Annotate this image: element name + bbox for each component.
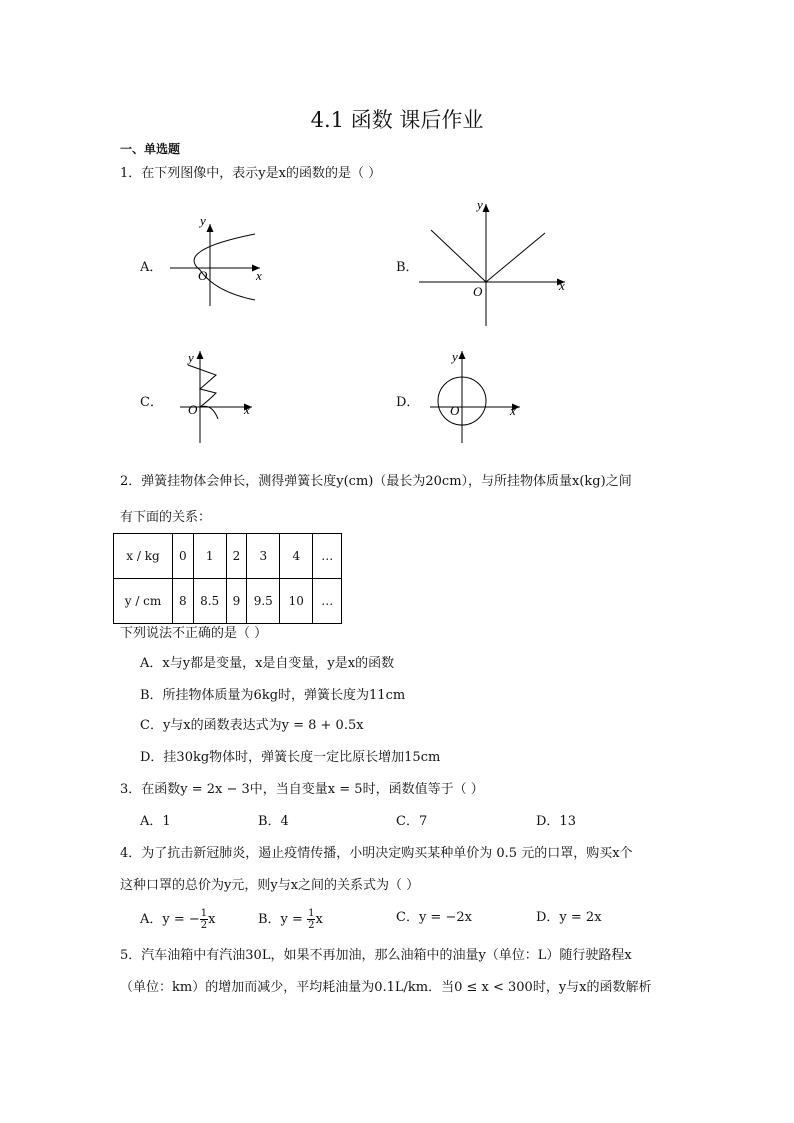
table-cell: 8 [173, 579, 194, 624]
page-title: 4.1 函数 课后作业 [310, 108, 484, 132]
q2-stem-line2: 有下面的关系： [120, 510, 212, 525]
table-cell: 8.5 [193, 579, 226, 624]
q4-option-a-var: x [208, 912, 216, 927]
table-cell: 9.5 [247, 579, 280, 624]
q1-option-b-label: B． [396, 260, 419, 275]
q1-graph-a-x-label: x [256, 268, 262, 283]
q5-stem-line2: （单位：km）的增加而减少，平均耗油量为0.1L/km．当0 ≤ x < 300时，y与x的函数解析 [120, 980, 652, 995]
q2-option-d: D．挂30kg物体时，弹簧长度一定比原长增加15cm [140, 750, 441, 765]
table-cell: 3 [247, 534, 280, 579]
table-cell: 10 [280, 579, 313, 624]
fraction-denominator: 2 [308, 920, 315, 931]
table-cell: 2 [226, 534, 247, 579]
table-cell: 0 [173, 534, 194, 579]
q1-option-a-label: A． [140, 260, 163, 275]
q3-option-d: D．13 [536, 814, 576, 829]
q1-graph-c-x-label: x [244, 402, 250, 417]
q1-graph-c-origin-label: O [188, 402, 198, 417]
q4-option-c: C．y = −2x [396, 910, 472, 925]
q1-graph-a-y-label: y [200, 213, 206, 228]
q3-option-a: A．1 [140, 814, 171, 829]
table-row [114, 579, 342, 624]
q2-option-b: B．所挂物体质量为6kg时，弹簧长度为11cm [140, 688, 406, 703]
q5-stem-line1: 5．汽车油箱中有汽油30L，如果不再加油，那么油箱中的油量y（单位：L）随行驶路程x [120, 948, 632, 963]
q1-graph-b-y-label: y [477, 198, 483, 212]
q1-graph-b-x-label: x [559, 278, 565, 293]
table-row [114, 534, 342, 579]
q2-stem-line1: 2．弹簧挂物体会伸长，测得弹簧长度y(cm)（最长为20cm），与所挂物体质量x(kg)之间 [120, 474, 632, 489]
q4-option-b-var: x [315, 912, 323, 927]
q2-question: 下列说法不正确的是（ ） [120, 626, 268, 641]
q3-stem: 3．在函数y = 2x − 3中，当自变量x = 5时，函数值等于（ ） [120, 782, 484, 797]
table-cell: … [313, 579, 342, 624]
q1-option-c-label: C． [140, 395, 163, 410]
fraction-numerator: 1 [200, 908, 208, 919]
q1-graph-b-origin-label: O [473, 284, 483, 299]
q1-option-d-label: D． [396, 395, 420, 410]
q4-option-d: D．y = 2x [536, 910, 602, 925]
q4-option-b [258, 908, 323, 931]
table-cell: … [313, 534, 342, 579]
q4-option-a-prefix: A．y = − [140, 912, 200, 927]
q1-graph-a [160, 210, 280, 310]
q1-graph-d [420, 345, 530, 445]
q2-option-c: C．y与x的函数表达式为y = 8 + 0.5x [140, 718, 364, 733]
q4-option-b-prefix: B．y = [258, 912, 308, 927]
q1-graph-c-y-label: y [188, 350, 194, 365]
q1-graph-b [415, 198, 580, 328]
table-cell: 4 [280, 534, 313, 579]
q1-graph-a-origin-label: O [198, 268, 208, 283]
fraction-denominator: 2 [200, 920, 208, 931]
q2-option-a: A．x与y都是变量，x是自变量，y是x的函数 [140, 656, 395, 671]
table-cell: x / kg [114, 534, 173, 579]
table-cell: 1 [193, 534, 226, 579]
data-table [113, 533, 342, 624]
fraction-numerator: 1 [308, 908, 315, 919]
q1-graph-d-x-label: x [510, 403, 516, 418]
table-cell: y / cm [114, 579, 173, 624]
section-heading: 一、单选题 [120, 142, 181, 156]
q3-option-b: B．4 [258, 814, 289, 829]
q1-stem: 1．在下列图像中，表示y是x的函数的是（ ） [120, 166, 382, 181]
q4-option-a [140, 908, 216, 931]
q1-graph-d-y-label: y [452, 349, 458, 364]
table-cell: 9 [226, 579, 247, 624]
q4-stem-line2: 这种口罩的总价为y元，则y与x之间的关系式为（ ） [120, 878, 420, 893]
q4-stem-line1: 4．为了抗击新冠肺炎，遏止疫情传播，小明决定购买某种单价为 0.5 元的口罩，购买x个 [120, 846, 633, 861]
q1-graph-c [160, 345, 270, 445]
q3-option-c: C．7 [396, 814, 428, 829]
q1-graph-d-origin-label: O [450, 403, 460, 418]
fraction [200, 908, 208, 931]
